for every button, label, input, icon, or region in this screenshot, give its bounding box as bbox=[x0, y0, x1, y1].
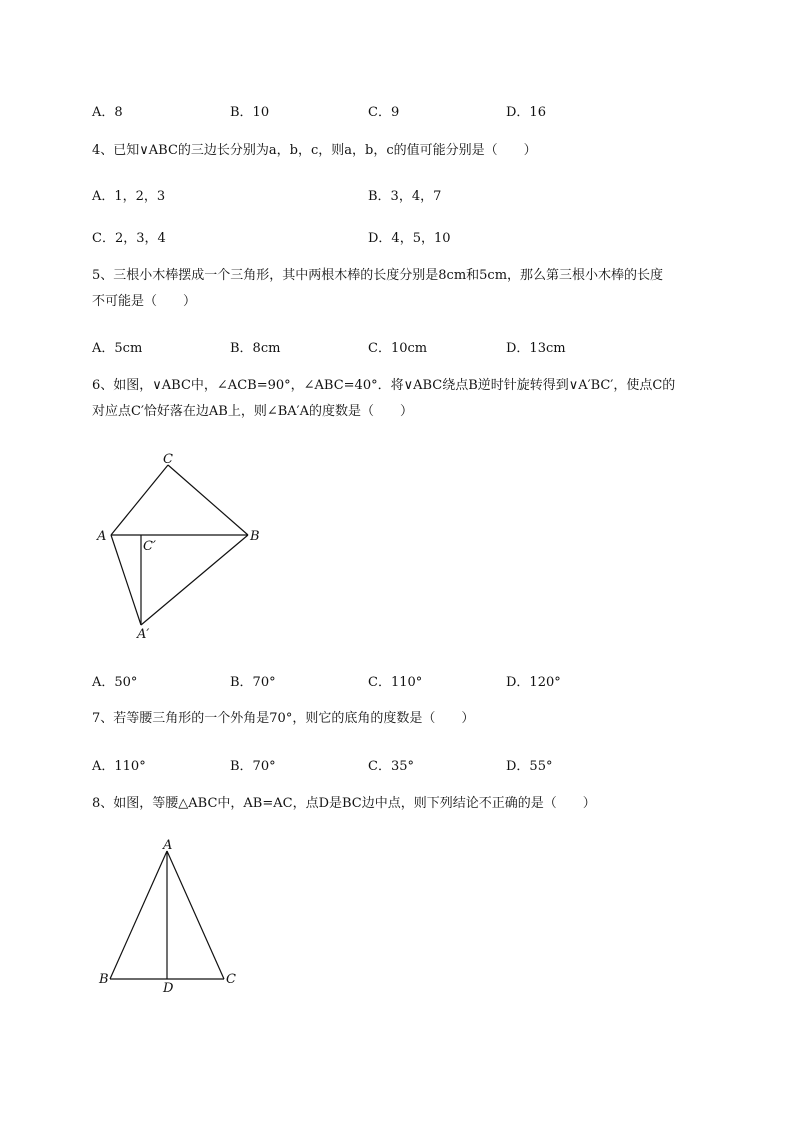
q8-segment-ac bbox=[167, 851, 224, 979]
q8-label-a: A bbox=[163, 838, 173, 853]
q8-label-d: D bbox=[163, 981, 174, 995]
q6-option-a[interactable]: A．50° bbox=[92, 675, 138, 690]
q5-option-a[interactable]: A．5cm bbox=[92, 341, 143, 356]
q8-label-c: C bbox=[226, 972, 236, 987]
q6-segment-cb bbox=[168, 465, 248, 535]
q6-segment-a-aprime bbox=[111, 535, 141, 625]
q5-stem-line2: 不可能是（ ） bbox=[92, 294, 197, 309]
q6-stem-line2: 对应点C′恰好落在边AB上，则∠BA′A的度数是（ ） bbox=[92, 404, 414, 419]
q6-label-c-prime: C′ bbox=[143, 539, 156, 554]
q6-option-c[interactable]: C．110° bbox=[368, 675, 423, 690]
q5-option-d[interactable]: D．13cm bbox=[506, 341, 566, 356]
q4-option-c[interactable]: C．2，3，4 bbox=[92, 231, 166, 246]
q8-segment-ab bbox=[110, 851, 167, 979]
q6-stem-line1: 6、如图，∨ABC中，∠ACB=90°，∠ABC=40°．将∨ABC绕点B逆时针旋转得到∨A′BC′，使点C的 bbox=[92, 378, 676, 393]
q6-segment-aprime-b bbox=[141, 535, 248, 625]
q3-option-a[interactable]: A．8 bbox=[92, 105, 123, 120]
q5-option-c[interactable]: C．10cm bbox=[368, 341, 428, 356]
q5-stem-line1: 5、三根小木棒摆成一个三角形，其中两根木棒的长度分别是8cm和5cm，那么第三根小木棒的长度 bbox=[92, 268, 664, 283]
q8-label-b: B bbox=[99, 972, 109, 987]
q6-label-c: C bbox=[163, 452, 173, 467]
q6-label-a-prime: A′ bbox=[137, 627, 150, 642]
q4-option-b[interactable]: B．3，4，7 bbox=[368, 189, 442, 204]
q7-option-a[interactable]: A．110° bbox=[92, 759, 146, 774]
q3-option-c[interactable]: C．9 bbox=[368, 105, 400, 120]
q4-stem: 4、已知∨ABC的三边长分别为a，b，c，则a，b，c的值可能分别是（ ） bbox=[92, 143, 537, 158]
q3-option-d[interactable]: D．16 bbox=[506, 105, 546, 120]
q4-option-a[interactable]: A．1，2，3 bbox=[92, 189, 166, 204]
q8-stem: 8、如图，等腰△ABC中，AB=AC，点D是BC边中点，则下列结论不正确的是（ ） bbox=[92, 796, 596, 811]
q7-option-d[interactable]: D．55° bbox=[506, 759, 553, 774]
q6-label-a: A bbox=[97, 529, 107, 544]
q3-option-b[interactable]: B．10 bbox=[230, 105, 270, 120]
q6-option-b[interactable]: B．70° bbox=[230, 675, 276, 690]
q6-segment-ac bbox=[111, 465, 168, 535]
q4-option-d[interactable]: D．4，5，10 bbox=[368, 231, 451, 246]
q6-label-b: B bbox=[250, 529, 260, 544]
q6-option-d[interactable]: D．120° bbox=[506, 675, 561, 690]
q6-figure bbox=[90, 445, 280, 645]
q5-option-b[interactable]: B．8cm bbox=[230, 341, 281, 356]
q7-stem: 7、若等腰三角形的一个外角是70°，则它的底角的度数是（ ） bbox=[92, 711, 475, 726]
q7-option-c[interactable]: C．35° bbox=[368, 759, 414, 774]
q7-option-b[interactable]: B．70° bbox=[230, 759, 276, 774]
q8-figure bbox=[90, 835, 250, 995]
